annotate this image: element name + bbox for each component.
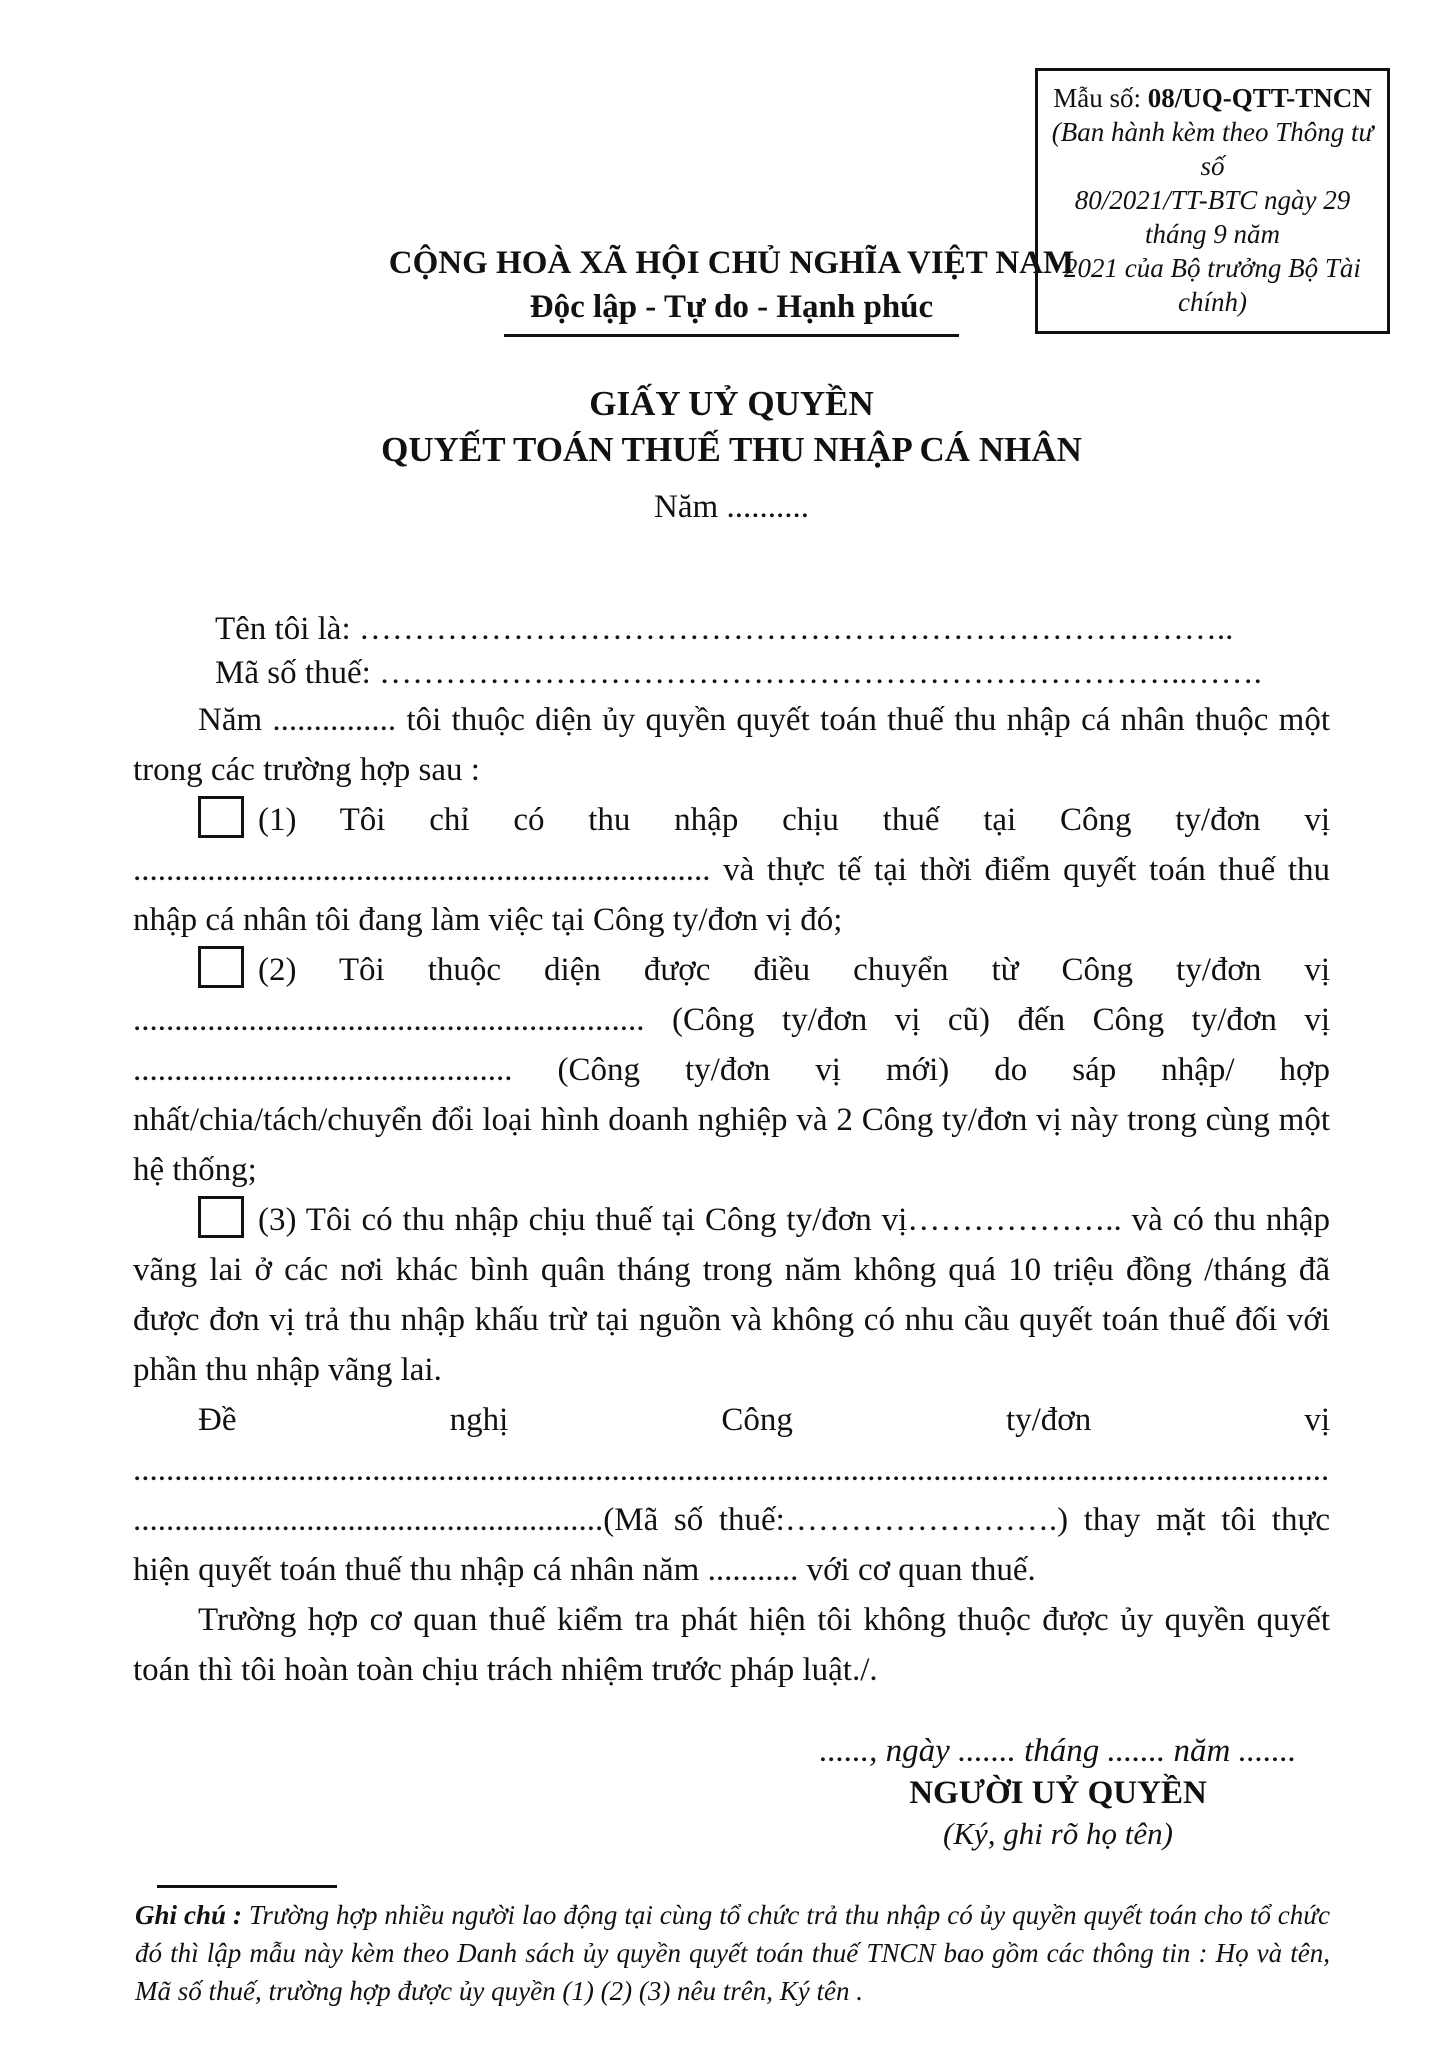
footnote-label: Ghi chú : <box>135 1900 249 1930</box>
case-3-text: (3) Tôi có thu nhập chịu thuế tại Công ty/đơn vị……………….. và có thu nhập vãng lai ở các nơi khác bình quân tháng trong năm không quá 10 triệu đồng /tháng đã được đơn vị trả thu nhập khấu trừ tại nguồn và không có nhu cầu quyết toán thuế đối với phần thu nhập vãng lai. <box>133 1202 1330 1388</box>
form-number-label: Mẫu số: <box>1053 83 1148 113</box>
signature-block <box>798 1731 1318 1853</box>
case-1-text: (1) Tôi chỉ có thu nhập chịu thuế tại Công ty/đơn vị ...................................................................... và thực tế tại thời điểm quyết toán thuế thu nhập cá nhân tôi đang làm việc tại Công ty/đơn vị đó; <box>133 802 1330 938</box>
footnote-text: Trường hợp nhiều người lao động tại cùng tổ chức trả thu nhập có ủy quyền quyết toán cho tổ chức đó thì lập mẫu này kèm theo Danh sách ủy quyền quyết toán thuế TNCN bao gồm các thông tin : Họ và tên, Mã số thuế, trường hợp được ủy quyền (1) (2) (3) nêu trên, Ký tên . <box>135 1900 1331 2006</box>
request-paragraph: Đề nghị Công ty/đơn vị ..........................................................................................................................................................................................................(Mã số thuế:…………………….) thay mặt tôi thực hiện quyết toán thuế thu nhập cá nhân năm ........... với cơ quan thuế. <box>133 1402 1330 1588</box>
case-3-paragraph <box>133 1195 1330 1395</box>
case-2-checkbox[interactable] <box>198 946 244 988</box>
document-title <box>133 381 1330 473</box>
document-title-line-2: QUYẾT TOÁN THUẾ THU NHẬP CÁ NHÂN <box>381 430 1082 469</box>
signatory-role: NGƯỜI UỶ QUYỀN <box>909 1775 1207 1811</box>
signature-date-line: ......, ngày ....... tháng ....... năm ....... <box>819 1733 1297 1769</box>
identity-block <box>215 607 1330 695</box>
name-field-line: Tên tôi là: …………………………………………………………………….. <box>215 611 1234 647</box>
national-title: CỘNG HOÀ XÃ HỘI CHỦ NGHĨA VIỆT NAM <box>388 245 1075 281</box>
form-number-line <box>1046 81 1379 115</box>
issue-note-line-2: 80/2021/TT-BTC ngày 29 tháng 9 năm <box>1074 185 1351 249</box>
issue-note-line-1: (Ban hành kèm theo Thông tư số <box>1051 117 1374 181</box>
national-motto: Độc lập - Tự do - Hạnh phúc <box>504 287 959 337</box>
case-3-checkbox[interactable] <box>198 1196 244 1238</box>
case-2-paragraph <box>133 945 1330 1195</box>
form-number-code: 08/UQ-QTT-TNCN <box>1147 83 1372 113</box>
case-1-paragraph <box>133 795 1330 945</box>
intro-paragraph: Năm ............... tôi thuộc diện ủy quyền quyết toán thuế thu nhập cá nhân thuộc một trong các trường hợp sau : <box>133 702 1330 788</box>
issue-note-line-3: 2021 của Bộ trưởng Bộ Tài chính) <box>1064 253 1361 317</box>
case-1-checkbox[interactable] <box>198 796 244 838</box>
year-line: Năm .......... <box>654 489 809 525</box>
form-number-box <box>1035 68 1390 334</box>
tax-code-field-line: Mã số thuế: ………………………………………………………………..……. <box>215 655 1262 691</box>
signature-instruction: (Ký, ghi rõ họ tên) <box>943 1816 1173 1851</box>
case-2-text: (2) Tôi thuộc diện được điều chuyển từ Công ty/đơn vị .............................................................. (Công ty/đơn vị cũ) đến Công ty/đơn vị .............................................. (Công ty/đơn vị mới) do sáp nhập/ hợp nhất/chia/tách/chuyển đổi loại hình doanh nghiệp và 2 Công ty/đơn vị này trong cùng một hệ thống; <box>133 952 1330 1188</box>
footnote <box>135 1896 1330 2010</box>
document-title-line-1: GIẤY UỶ QUYỀN <box>589 384 874 423</box>
footnote-separator <box>157 1885 337 1888</box>
commitment-paragraph: Trường hợp cơ quan thuế kiểm tra phát hiện tôi không thuộc được ủy quyền quyết toán thì tôi hoàn toàn chịu trách nhiệm trước pháp luật./. <box>133 1602 1330 1688</box>
